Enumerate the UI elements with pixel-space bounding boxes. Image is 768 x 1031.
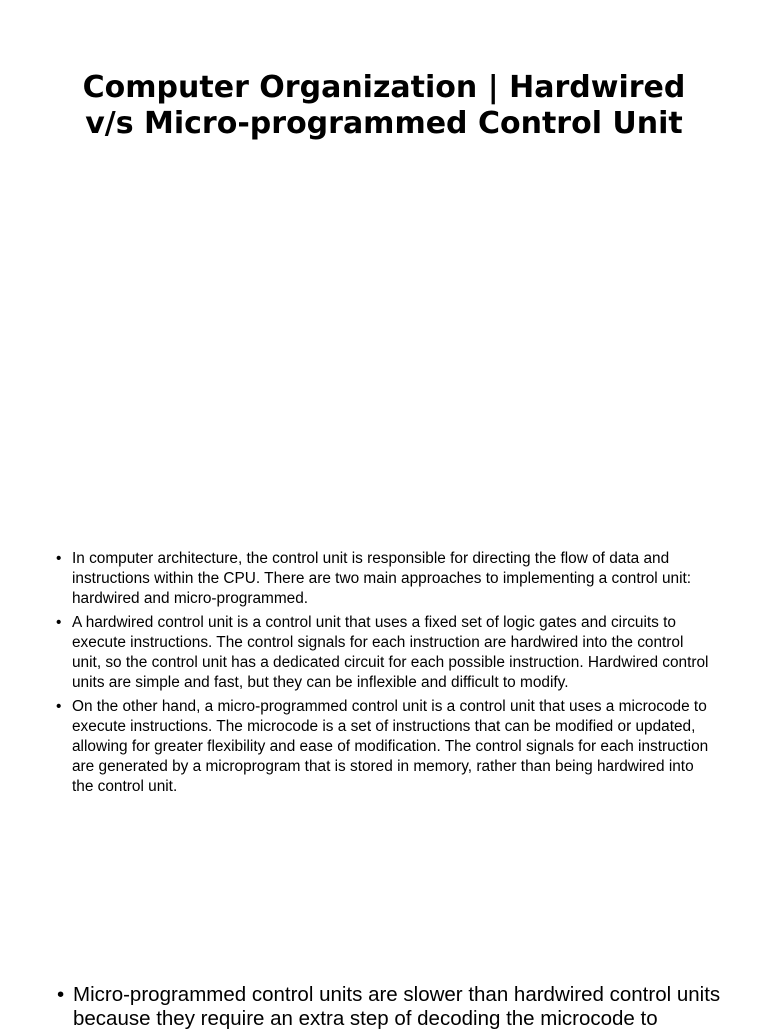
bottom-bullet-text: Micro-programmed control units are slower than hardwired control units because they require an extra step of decoding the microcode to xyxy=(73,983,721,1030)
bullet-text: A hardwired control unit is a control unit that uses a fixed set of logic gates and circuits to execute instructions. The control signals for each instruction are hardwired into the control unit, so the control unit has a dedicated circuit for each possible instruction. Hardwired control units are simple and fast, but they can be inflexible and difficult to modify. xyxy=(72,614,709,691)
bullet-icon: • xyxy=(57,983,65,1006)
bullet-text: On the other hand, a micro-programmed control unit is a control unit that uses a microcode to execute instructions. The microcode is a set of instructions that can be modified or updated, allowing for greater flexibility and ease of modification. The control signals for each instruction are generated by a microprogram that is stored in memory, rather than being hardwired into the control unit. xyxy=(72,698,709,795)
slide-title: Computer Organization | Hardwired v/s Micro-programmed Control Unit xyxy=(82,70,686,141)
bullet-list xyxy=(56,549,716,801)
bullet-icon: • xyxy=(56,550,62,567)
bullet-item xyxy=(56,697,716,797)
bullet-text: In computer architecture, the control unit is responsible for directing the flow of data and instructions within the CPU. There are two main approaches to implementing a control unit: hardwired and micro-programmed. xyxy=(72,550,692,607)
bullet-icon: • xyxy=(56,698,62,715)
bullet-item xyxy=(56,549,716,609)
bullet-icon: • xyxy=(56,614,62,631)
bullet-item xyxy=(56,613,716,693)
